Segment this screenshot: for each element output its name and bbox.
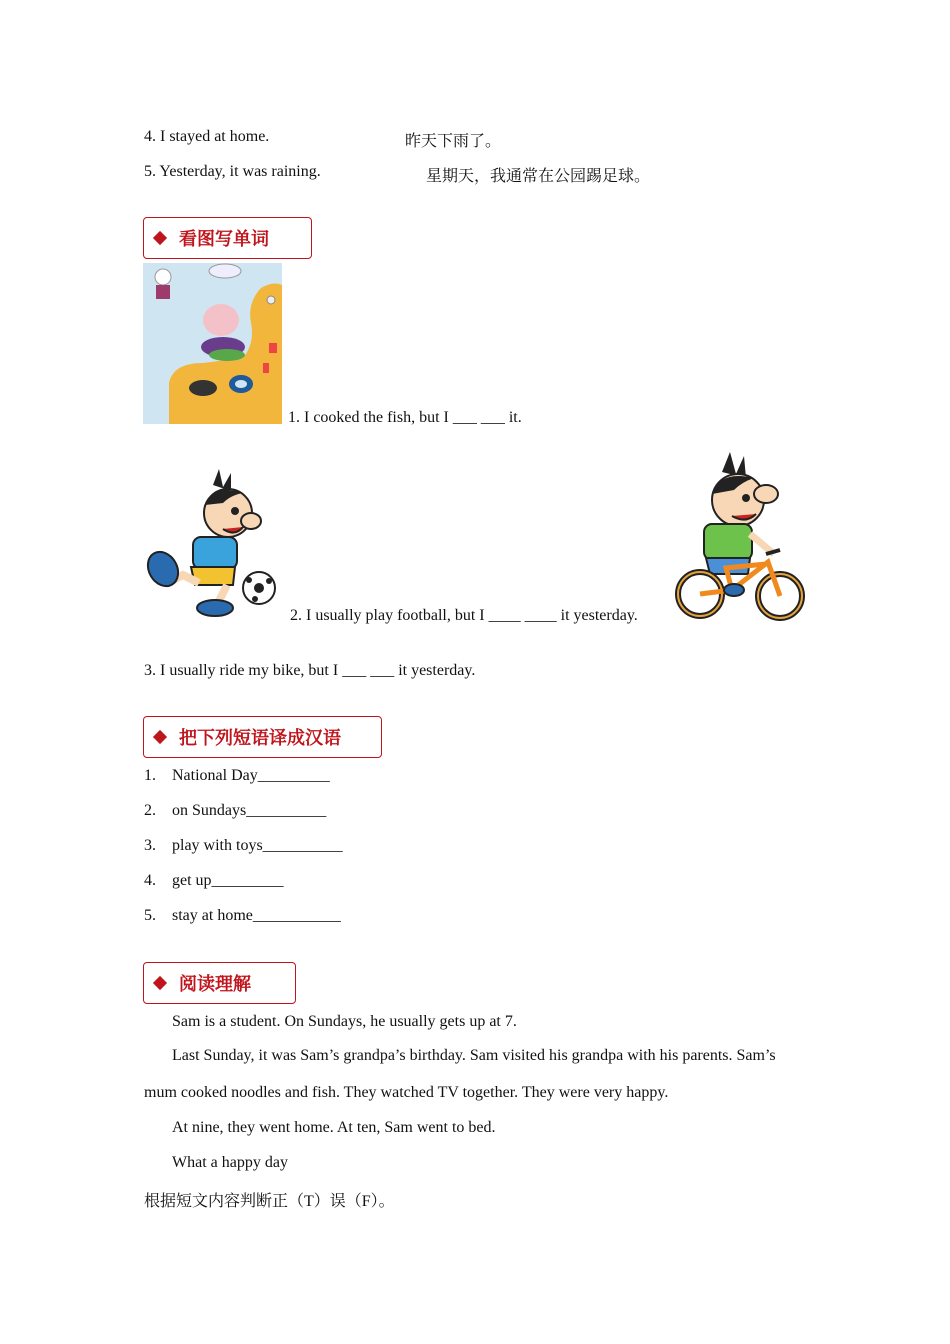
reading-instruction: 根据短文内容判断正（T）误（F）。 [144, 1193, 395, 1210]
boy-playing-football-picture [143, 465, 283, 620]
reading-line-5: What a happy day [172, 1154, 288, 1171]
section-title: 把下列短语译成汉语 [179, 728, 341, 749]
question-1: 1. I cooked the fish, but I ___ ___ it. [288, 409, 522, 426]
translate-item-3: play with toys__________ [172, 837, 343, 854]
reading-line-4: At nine, they went home. At ten, Sam went to bed. [172, 1119, 496, 1136]
matching-english-4: 4. I stayed at home. [144, 128, 270, 145]
boy-riding-bike-picture [670, 450, 810, 622]
diamond-bullet-icon [153, 976, 167, 990]
kitchen-cooking-picture [143, 263, 282, 424]
diamond-bullet-icon [153, 730, 167, 744]
section-title: 阅读理解 [179, 974, 251, 995]
section-header-translate [143, 716, 382, 758]
translate-item-5: stay at home___________ [172, 907, 341, 924]
question-2: 2. I usually play football, but I ____ ____ it yesterday. [290, 607, 638, 624]
translate-num-3: 3. [144, 837, 156, 854]
translate-item-4: get up_________ [172, 872, 284, 889]
matching-chinese-b: 星期天，我通常在公园踢足球。 [426, 168, 651, 185]
section-header-picture-words [143, 217, 312, 259]
translate-item-2: on Sundays__________ [172, 802, 327, 819]
reading-line-2: Last Sunday, it was Sam’s grandpa’s birthday. Sam visited his grandpa with his parents. Sam’s [172, 1047, 776, 1064]
matching-english-5: 5. Yesterday, it was raining. [144, 163, 321, 180]
reading-line-3: mum cooked noodles and fish. They watched TV together. They were very happy. [144, 1084, 669, 1101]
translate-num-1: 1. [144, 767, 156, 784]
diamond-bullet-icon [153, 231, 167, 245]
translate-num-2: 2. [144, 802, 156, 819]
question-3: 3. I usually ride my bike, but I ___ ___ it yesterday. [144, 662, 476, 679]
section-header-reading [143, 962, 296, 1004]
translate-item-1: National Day_________ [172, 767, 330, 784]
translate-num-4: 4. [144, 872, 156, 889]
reading-line-1: Sam is a student. On Sundays, he usually gets up at 7. [172, 1013, 517, 1030]
translate-num-5: 5. [144, 907, 156, 924]
section-title: 看图写单词 [179, 229, 269, 250]
matching-chinese-a: 昨天下雨了。 [405, 133, 502, 150]
